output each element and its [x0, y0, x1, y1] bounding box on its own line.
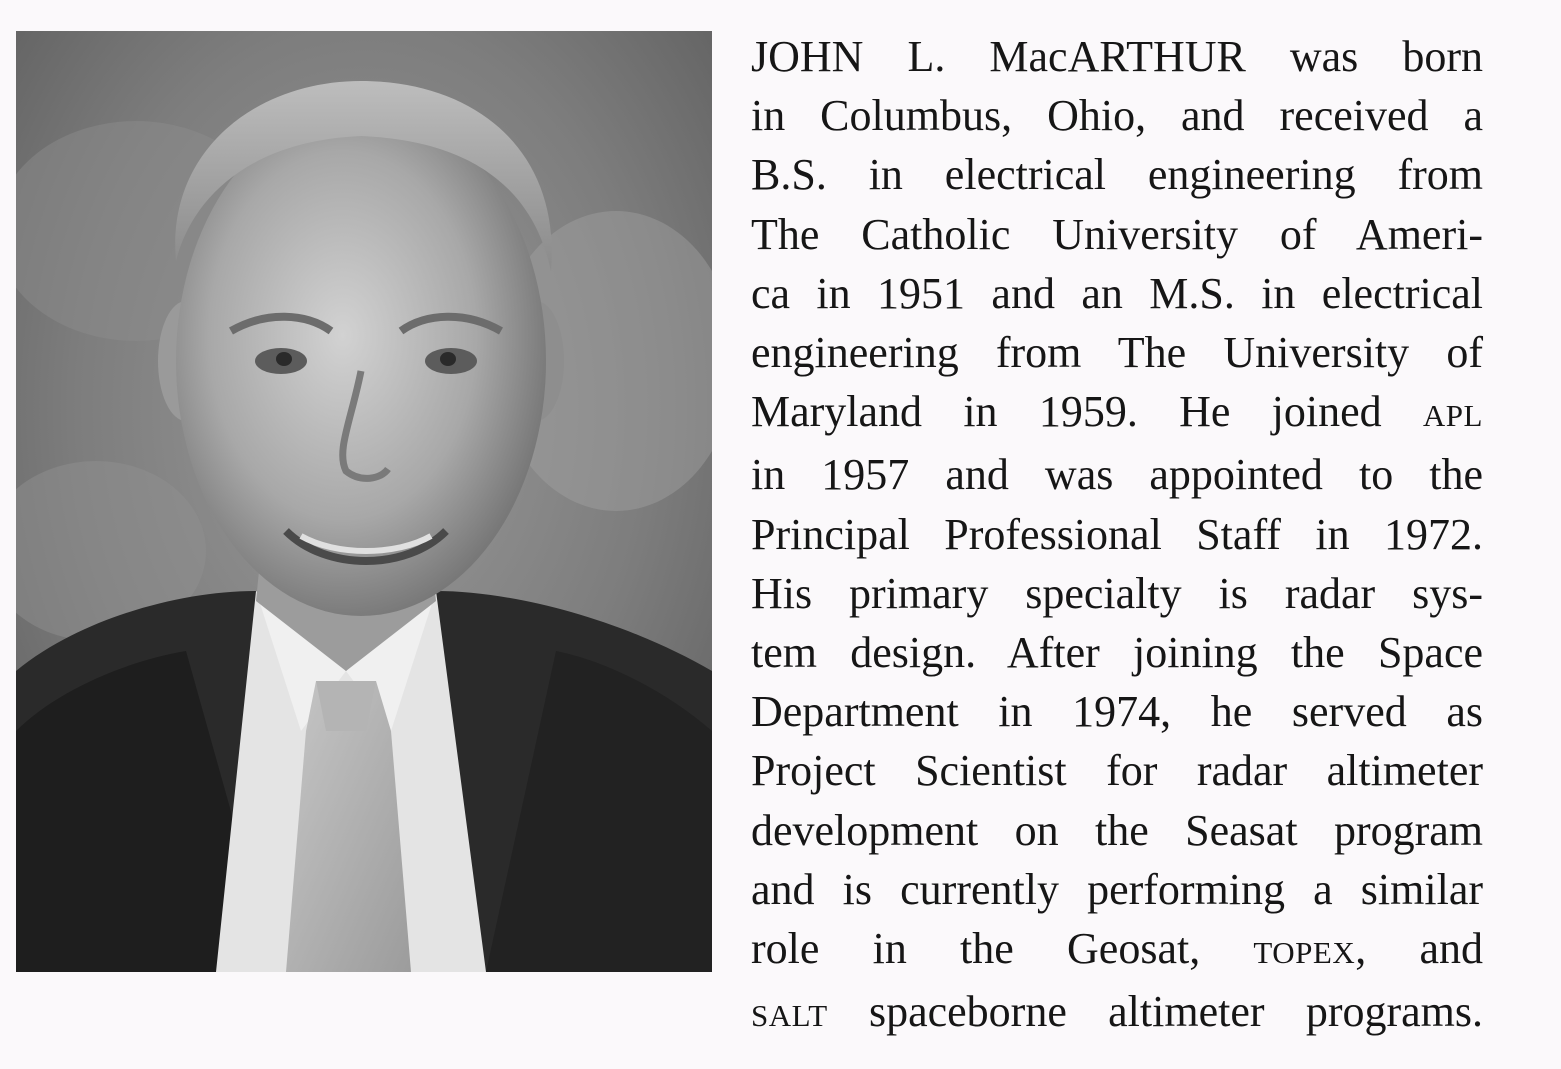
bio-text-segment: development on the Seasat program	[751, 805, 1483, 855]
bio-line	[751, 741, 1483, 800]
bio-text-segment: and is currently performing a similar	[751, 864, 1483, 914]
bio-line	[751, 982, 1483, 1045]
bio-text-segment: , and	[1355, 924, 1483, 974]
bio-line	[751, 145, 1483, 204]
bio-text-segment: spaceborne altimeter programs.	[827, 987, 1483, 1037]
bio-text-segment: in 1957 and was appointed to the	[751, 450, 1483, 500]
bio-line	[751, 801, 1483, 860]
bio-line	[751, 623, 1483, 682]
bio-text-segment: Maryland in 1959. He joined	[751, 387, 1423, 437]
bio-text-segment: tem design. After joining the Space	[751, 628, 1483, 678]
bio-line	[751, 505, 1483, 564]
author-portrait-photo	[16, 31, 712, 972]
bio-text-segment: engineering from The University of	[751, 328, 1483, 378]
bio-text-segment: Principal Professional Staff in 1972.	[751, 509, 1483, 559]
portrait-image	[16, 31, 712, 972]
bio-acronym: TOPEX	[1253, 935, 1356, 971]
bio-line	[751, 27, 1483, 86]
biography-text	[751, 27, 1483, 1045]
bio-text-segment: B.S. in electrical engineering from	[751, 150, 1483, 200]
bio-line	[751, 323, 1483, 382]
bio-line	[751, 382, 1483, 445]
bio-line	[751, 445, 1483, 504]
bio-text-segment: JOHN L. MacARTHUR was born	[751, 32, 1483, 81]
bio-line	[751, 205, 1483, 264]
bio-text-segment: The Catholic University of Ameri-	[751, 209, 1483, 259]
bio-line	[751, 682, 1483, 741]
bio-line	[751, 919, 1483, 982]
bio-line	[751, 860, 1483, 919]
bio-line	[751, 264, 1483, 323]
bio-text-segment: in Columbus, Ohio, and received a	[751, 91, 1483, 141]
bio-text-segment: ca in 1951 and an M.S. in electrical	[751, 268, 1483, 318]
bio-line	[751, 86, 1483, 145]
bio-acronym: SALT	[751, 998, 828, 1034]
bio-text-segment: role in the Geosat,	[751, 924, 1254, 974]
bio-text-segment: Department in 1974, he served as	[751, 687, 1483, 737]
bio-acronym: APL	[1422, 398, 1483, 434]
bio-text-segment: Project Scientist for radar altimeter	[751, 746, 1483, 796]
bio-text-segment: His primary specialty is radar sys-	[751, 568, 1483, 618]
bio-line	[751, 564, 1483, 623]
